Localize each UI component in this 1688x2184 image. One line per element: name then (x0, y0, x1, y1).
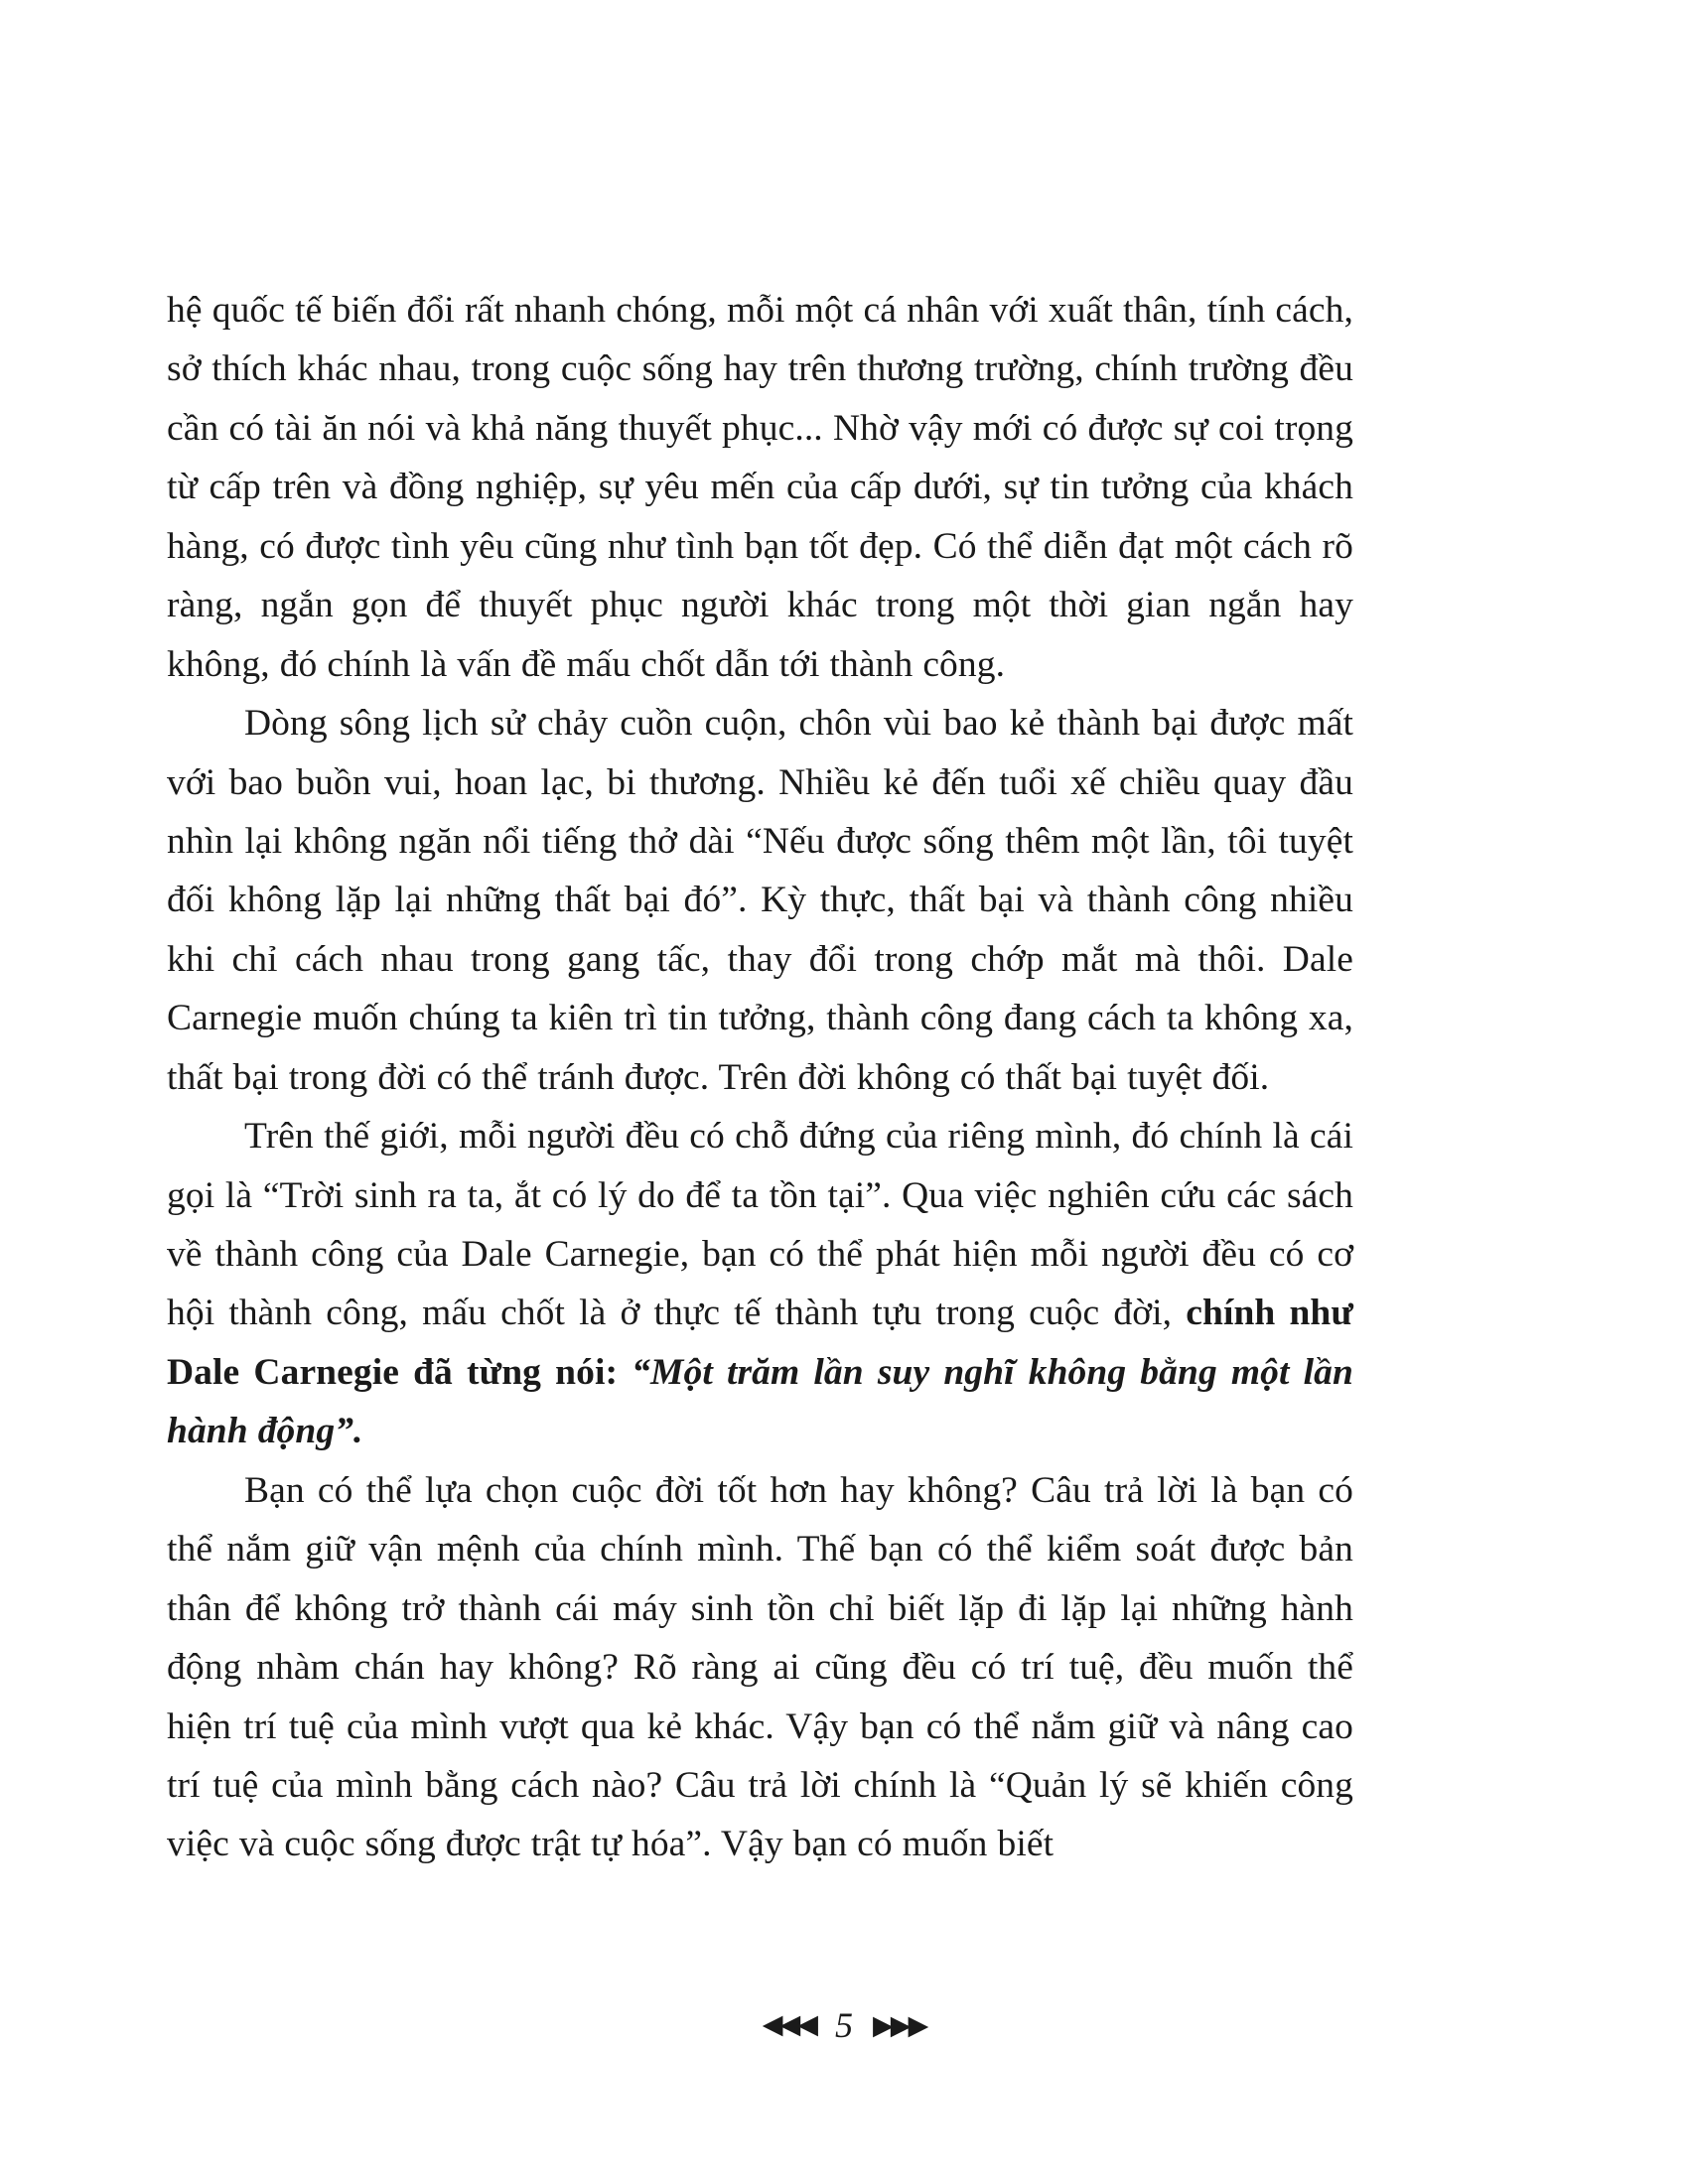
paragraph-1 (167, 281, 1353, 694)
paragraph-1-run-1: hệ quốc tế biến đổi rất nhanh chóng, mỗi một cá nhân với xuất thân, tính cách, sở thích khác nhau, trong cuộc sống hay trên thương trường, chính trường đều cần có tài ăn nói và khả năng thuyết phục... Nhờ vậy mới có được sự coi trọng từ cấp trên và đồng nghiệp, sự yêu mến của cấp dưới, sự tin tưởng của khách hàng, có được tình yêu cũng như tình bạn tốt đẹp. Có thể diễn đạt một cách rõ ràng, ngắn gọn để thuyết phục người khác trong một thời gian ngắn hay không, đó chính là vấn đề mấu chốt dẫn tới thành công. (167, 290, 1353, 685)
paragraph-4-run-1: Bạn có thể lựa chọn cuộc đời tốt hơn hay không? Câu trả lời là bạn có thể nắm giữ vận mệnh của chính mình. Thế bạn có thể kiểm soát được bản thân để không trở thành cái máy sinh tồn chỉ biết lặp đi lặp lại những hành động nhàm chán hay không? Rõ ràng ai cũng đều có trí tuệ, đều muốn thể hiện trí tuệ của mình vượt qua kẻ khác. Vậy bạn có thể nắm giữ và nâng cao trí tuệ của mình bằng cách nào? Câu trả lời chính là “Quản lý sẽ khiến công việc và cuộc sống được trật tự hóa”. Vậy bạn có muốn biết (167, 1469, 1353, 1865)
paragraph-2 (167, 694, 1353, 1107)
paragraph-3-run-2-bold: chính như Dale Carnegie đã từng nói: (167, 1293, 1353, 1393)
paragraph-2-run-1: Dòng sông lịch sử chảy cuồn cuộn, chôn vùi bao kẻ thành bại được mất với bao buồn vui, hoan lạc, bi thương. Nhiều kẻ đến tuổi xế chiều quay đầu nhìn lại không ngăn nổi tiếng thở dài “Nếu được sống thêm một lần, tôi tuyệt đối không lặp lại những thất bại đó”. Kỳ thực, thất bại và thành công nhiều khi chỉ cách nhau trong gang tấc, thay đổi trong chớp mắt mà thôi. Dale Carnegie muốn chúng ta kiên trì tin tưởng, thành công đang cách ta không xa, thất bại trong đời có thể tránh được. Trên đời không có thất bại tuyệt đối. (167, 703, 1353, 1098)
paragraph-3-run-3-bold-italic: “Một trăm lần suy nghĩ không bằng một lần hành động”. (167, 1351, 1353, 1452)
triangle-right-ornament-icon: ▶▶▶ (873, 2009, 926, 2040)
paragraph-3 (167, 1107, 1353, 1461)
paragraph-4 (167, 1461, 1353, 1874)
triangle-left-ornament-icon: ◀◀◀ (762, 2008, 815, 2039)
paragraph-3-run-1: Trên thế giới, mỗi người đều có chỗ đứng của riêng mình, đó chính là cái gọi là “Trời sinh ra ta, ắt có lý do để ta tồn tại”. Qua việc nghiên cứu các sách về thành công của Dale Carnegie, bạn có thể phát hiện mỗi người đều có cơ hội thành công, mấu chốt là ở thực tế thành tựu trong cuộc đời, (167, 1116, 1353, 1334)
page-number: 5 (835, 2005, 853, 2045)
page-footer (0, 2007, 1688, 2043)
page-text-column (167, 281, 1353, 1874)
